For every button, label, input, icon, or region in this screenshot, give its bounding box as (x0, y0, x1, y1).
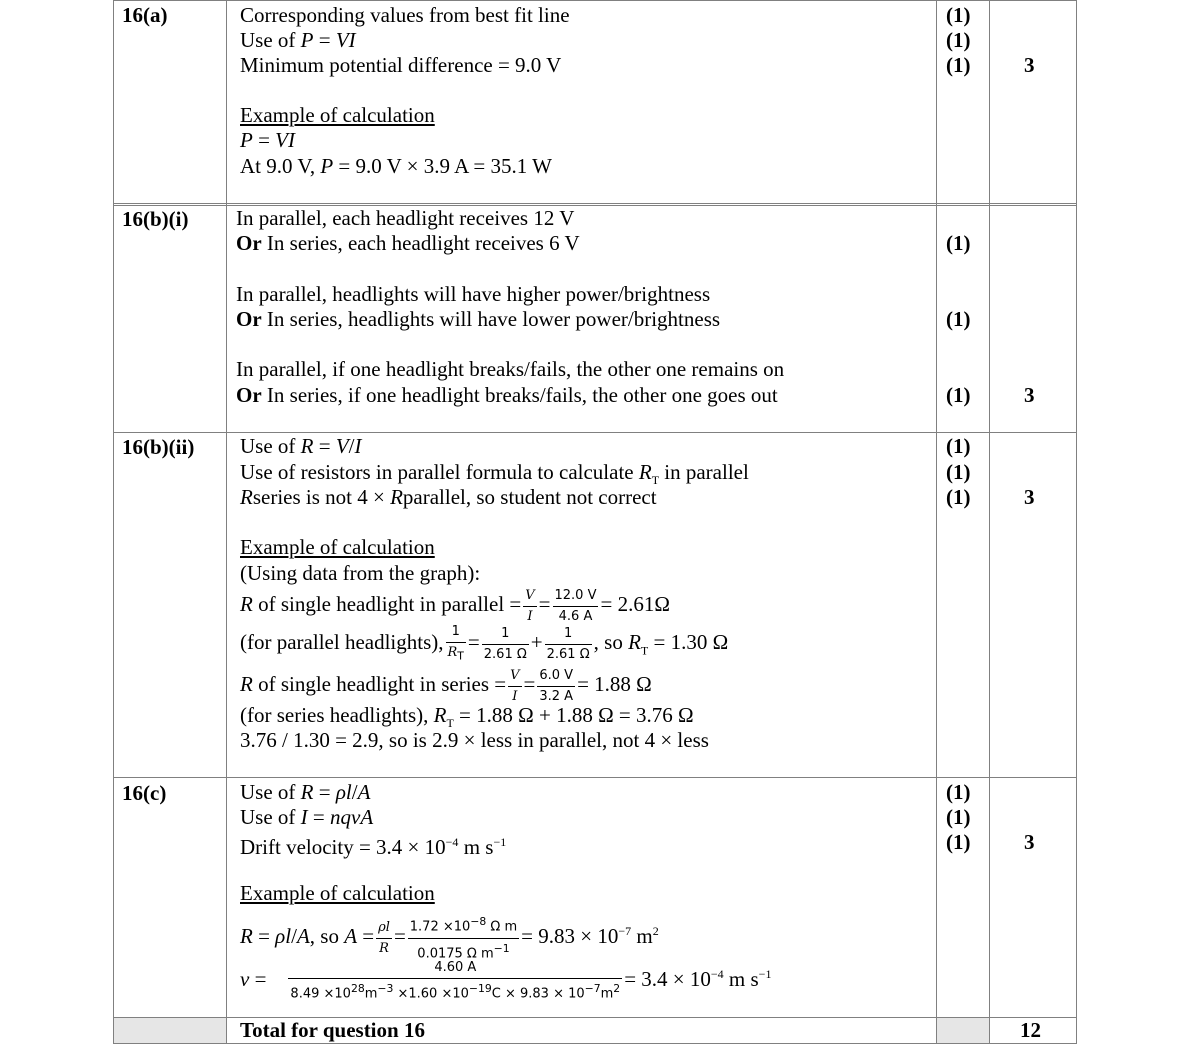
table-border (989, 0, 990, 1044)
mark: (1) (946, 460, 971, 484)
total-row-shade (113, 1018, 226, 1043)
question-total: 3 (1024, 383, 1035, 407)
question-number: 16(b)(i) (122, 207, 189, 231)
mark: (1) (946, 53, 971, 77)
answer-line: Use of resistors in parallel formula to calculate $R_T$ in parallel (240, 460, 749, 488)
answer-line: Drift velocity = $3.4 \times 10^{-4}$ m $s^{-1}$ (240, 835, 507, 859)
answer-line: Or In series, if one headlight breaks/fails, the other one goes out (236, 383, 778, 407)
mark: (1) (946, 307, 971, 331)
answer-line: (for parallel headlights), $\frac{1}{R_T}$ = $\frac{1}{2.61 \Omega}$ + $\frac{1}{2.61 \Omega}$ , so $R_T = 1.30$ Ω (240, 624, 729, 663)
answer-line: (Using data from the graph): (240, 561, 481, 585)
example-heading: Example of calculation (240, 103, 435, 127)
table-border (226, 0, 227, 1044)
answer-line: Minimum potential difference = 9.0 V (240, 53, 562, 77)
answer-line: At 9.0 V, P = 9.0 V × 3.9 A = 35.1 W (240, 154, 552, 178)
mark: (1) (946, 434, 971, 458)
question-total: 3 (1024, 53, 1035, 77)
answer-line: In parallel, each headlight receives 12 V (236, 206, 575, 230)
question-number: 16(c) (122, 781, 167, 805)
mark: (1) (946, 830, 971, 854)
example-heading: Example of calculation (240, 881, 435, 905)
table-border (113, 1043, 1077, 1044)
question-total: 3 (1024, 830, 1035, 854)
answer-line: R of single headlight in parallel = $\frac{V}{I}$ = $\frac{12.0 V}{4.6 A}$ = 2.61Ω (240, 587, 670, 624)
mark: (1) (946, 231, 971, 255)
answer-line: R = ρl/A, so A = $\frac{\rho l}{R}$ = $\frac{1.72 \times 10^{-8} \Omega m}{0.0175 \Omega m^{-1}}$ = $9.83 \times 10^{-7}$ $m^2$ (240, 910, 659, 964)
answer-line: Rseries is not 4 × Rparallel, so student not correct (240, 485, 657, 509)
answer-line: Use of R = ρl/A (240, 780, 371, 804)
total-row-shade (936, 1018, 989, 1043)
answer-line: Or In series, each headlight receives 6 V (236, 231, 580, 255)
table-border (113, 777, 1077, 778)
table-border (113, 432, 1077, 433)
answer-line: v = $\frac{4.60 A}{8.49 \times 10^{28}m^{-3} \times 1.60 \times 10^{-19}C \times 9.83 \times 10^{-7}m^2}$ = $3.4 \times 10^{-4}$ m $s^{-1}$ (240, 960, 772, 1002)
table-border (113, 0, 1077, 1)
mark: (1) (946, 383, 971, 407)
question-total: 3 (1024, 485, 1035, 509)
mark: (1) (946, 3, 971, 27)
mark: (1) (946, 805, 971, 829)
answer-line: In parallel, if one headlight breaks/fails, the other one remains on (236, 357, 785, 381)
answer-line: 3.76 / 1.30 = 2.9, so is 2.9 × less in parallel, not 4 × less (240, 728, 709, 752)
answer-line: Use of R = V/I (240, 434, 362, 458)
table-border (936, 0, 937, 1044)
table-border (1076, 0, 1077, 1044)
answer-line: P = VI (240, 128, 295, 152)
answer-line: Use of P = VI (240, 28, 356, 52)
table-border (113, 0, 114, 1044)
answer-line: In parallel, headlights will have higher power/brightness (236, 282, 711, 306)
answer-line: R of single headlight in series = $\frac{V}{I}$ = $\frac{6.0 V}{3.2 A}$ = 1.88 Ω (240, 667, 652, 704)
question-number: 16(a) (122, 3, 168, 27)
answer-line: (for series headlights), $R_T = 1.88$ Ω + 1.88 Ω = 3.76 Ω (240, 703, 694, 731)
mark: (1) (946, 780, 971, 804)
question-number: 16(b)(ii) (122, 435, 195, 459)
answer-line: Or In series, headlights will have lower power/brightness (236, 307, 721, 331)
answer-line: Corresponding values from best fit line (240, 3, 570, 27)
example-heading: Example of calculation (240, 535, 435, 559)
answer-line: Use of I = nqvA (240, 805, 374, 829)
table-border (113, 203, 1077, 204)
mark: (1) (946, 485, 971, 509)
footer-total: 12 (1020, 1018, 1041, 1042)
footer-label: Total for question 16 (240, 1018, 425, 1042)
mark: (1) (946, 28, 971, 52)
